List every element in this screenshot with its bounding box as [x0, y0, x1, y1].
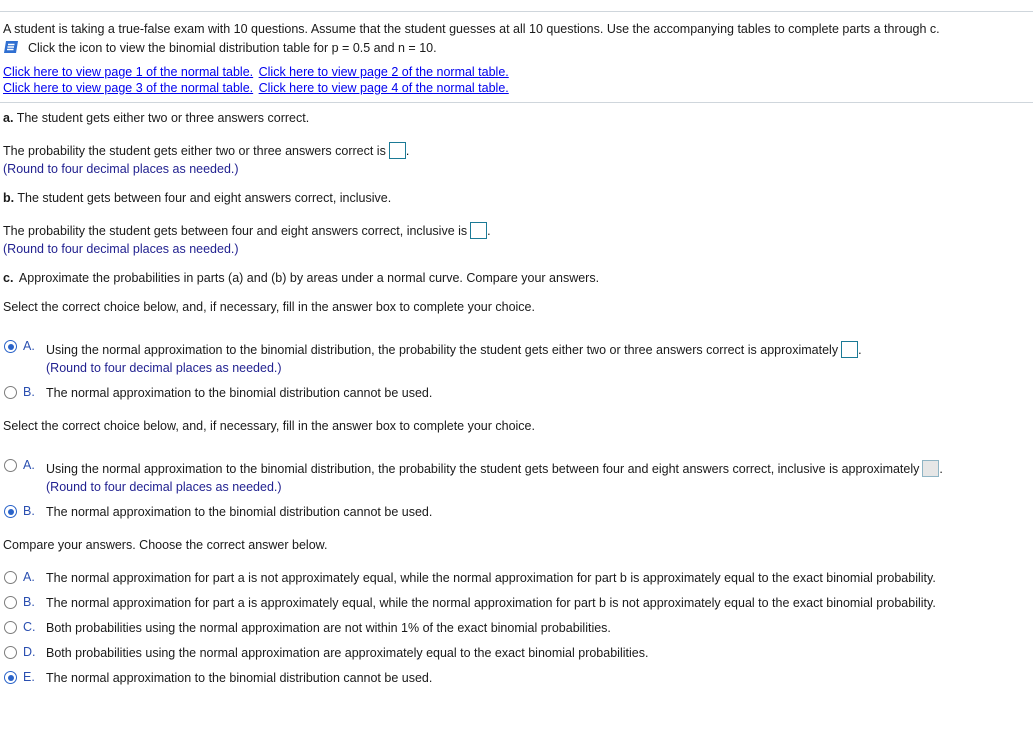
normal-table-links-row1 — [3, 64, 509, 80]
period: . — [487, 224, 491, 238]
radio-button[interactable] — [4, 621, 17, 634]
option-note: (Round to four decimal places as needed.) — [46, 480, 282, 494]
normal-table-page1-link[interactable]: Click here to view page 1 of the normal table. — [3, 65, 254, 79]
option-letter: B. — [23, 385, 35, 399]
part-c-label: c. — [3, 271, 14, 285]
group1-instruction: Select the correct choice below, and, if necessary, fill in the answer box to complete your choice. — [3, 300, 535, 314]
part-a-label: a. — [3, 111, 14, 125]
part-b-prompt: The probability the student gets between four and eight answers correct, inclusive is — [3, 224, 468, 238]
option-text: Both probabilities using the normal approximation are not within 1% of the exact binomial probabilities. — [46, 621, 611, 635]
part-b-answer-box[interactable] — [470, 222, 487, 239]
radio-button-selected[interactable] — [4, 671, 17, 684]
radio-button[interactable] — [4, 459, 17, 472]
option-text-row — [46, 460, 943, 477]
part-b-heading — [3, 190, 391, 206]
part-a-heading-text: The student gets either two or three answers correct. — [16, 111, 310, 125]
group1-answer-box[interactable] — [841, 341, 858, 358]
option-text: The normal approximation for part a is approximately equal, while the normal approximation for part b is not approximately equal to the exact binomial probability. — [46, 596, 936, 610]
option-text: The normal approximation for part a is not approximately equal, while the normal approximation for part b is approximately equal to the exact binomial probability. — [46, 571, 936, 585]
option-note: (Round to four decimal places as needed.) — [46, 361, 282, 375]
group2-answer-box[interactable] — [922, 460, 939, 477]
option-letter: B. — [23, 595, 35, 609]
option-text: The normal approximation to the binomial distribution cannot be used. — [46, 505, 433, 519]
part-b-note: (Round to four decimal places as needed.) — [3, 242, 239, 256]
group3-instruction: Compare your answers. Choose the correct answer below. — [3, 538, 328, 552]
option-text: The normal approximation to the binomial distribution cannot be used. — [46, 386, 433, 400]
period: . — [858, 343, 862, 357]
option-text-row — [46, 341, 862, 358]
option-text: Both probabilities using the normal approximation are approximately equal to the exact binomial probabilities. — [46, 646, 649, 660]
normal-table-page3-link[interactable]: Click here to view page 3 of the normal table. — [3, 81, 254, 95]
normal-table-page4-link[interactable]: Click here to view page 4 of the normal table. — [258, 81, 509, 95]
radio-button[interactable] — [4, 571, 17, 584]
option-letter: B. — [23, 504, 35, 518]
option-letter: A. — [23, 570, 35, 584]
radio-button[interactable] — [4, 386, 17, 399]
option-letter: D. — [23, 645, 36, 659]
part-b-prompt-row — [3, 222, 491, 239]
option-text: The normal approximation to the binomial distribution cannot be used. — [46, 671, 433, 685]
option-letter: E. — [23, 670, 35, 684]
radio-button-selected[interactable] — [4, 505, 17, 518]
section-divider — [0, 102, 1033, 103]
part-a-prompt: The probability the student gets either two or three answers correct is — [3, 144, 386, 158]
binomial-table-text: Click the icon to view the binomial distribution table for p = 0.5 and n = 10. — [28, 41, 437, 55]
period: . — [939, 462, 943, 476]
option-letter: C. — [23, 620, 36, 634]
part-a-answer-box[interactable] — [389, 142, 406, 159]
part-a-prompt-row — [3, 142, 409, 159]
period: . — [405, 144, 410, 158]
question-text: A student is taking a true-false exam with 10 questions. Assume that the student guesses at all 10 questions. Use the accompanying tables to complete parts a through c. — [3, 22, 940, 36]
option-letter: A. — [23, 339, 35, 353]
part-a-heading — [3, 110, 309, 126]
binomial-table-row — [3, 40, 437, 56]
radio-button[interactable] — [4, 596, 17, 609]
part-c-heading — [3, 270, 599, 286]
part-b-heading-text: The student gets between four and eight answers correct, inclusive. — [17, 191, 392, 205]
part-c-heading-text: Approximate the probabilities in parts (a) and (b) by areas under a normal curve. Compare your answers. — [18, 271, 600, 285]
option-text: Using the normal approximation to the binomial distribution, the probability the student gets between four and eight answers correct, inclusive is approximately — [46, 462, 920, 476]
normal-table-page2-link[interactable]: Click here to view page 2 of the normal table. — [258, 65, 509, 79]
option-letter: A. — [23, 458, 35, 472]
normal-table-links-row2 — [3, 80, 509, 96]
top-divider — [0, 11, 1033, 12]
radio-button-selected[interactable] — [4, 340, 17, 353]
part-a-note: (Round to four decimal places as needed.) — [3, 162, 239, 176]
part-b-label: b. — [3, 191, 15, 205]
book-icon[interactable] — [3, 40, 20, 54]
radio-button[interactable] — [4, 646, 17, 659]
option-text: Using the normal approximation to the binomial distribution, the probability the student gets either two or three answers correct is approximately — [46, 343, 839, 357]
group2-instruction: Select the correct choice below, and, if necessary, fill in the answer box to complete your choice. — [3, 419, 535, 433]
